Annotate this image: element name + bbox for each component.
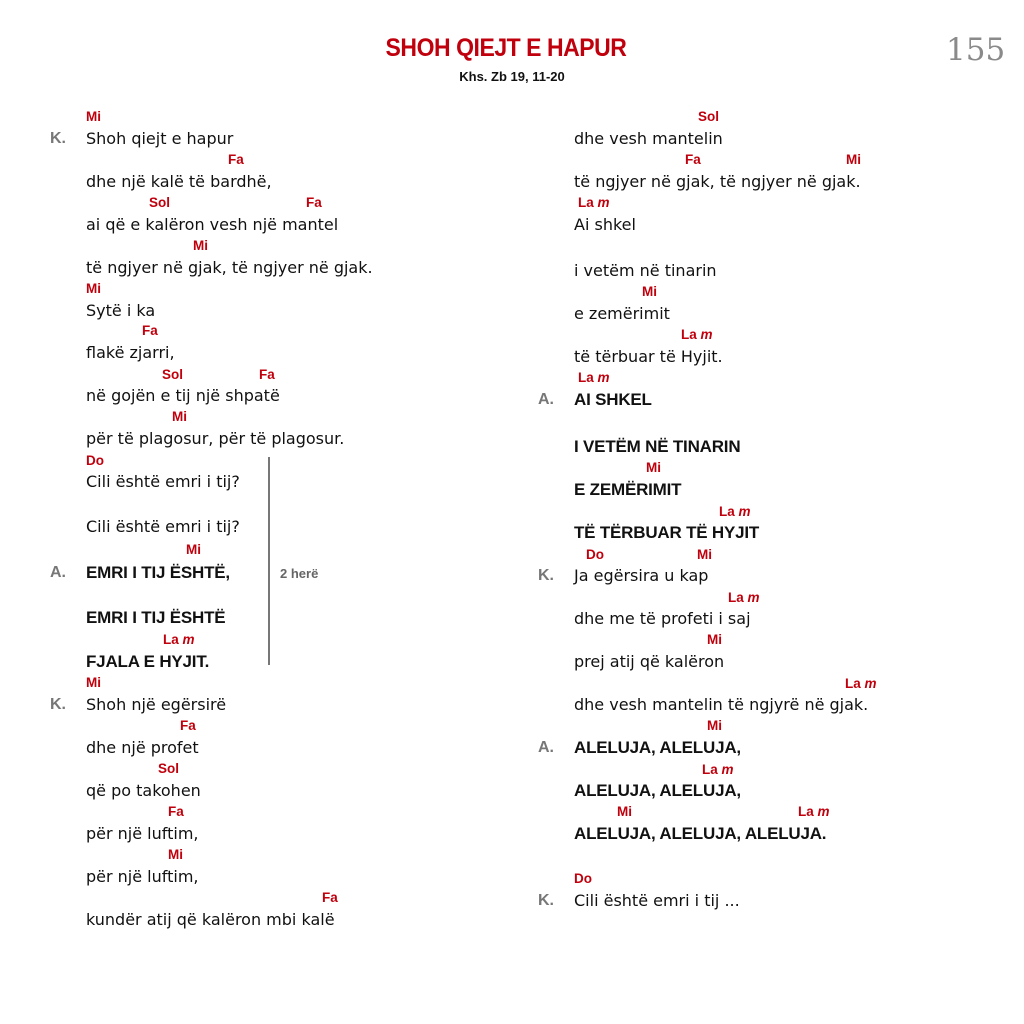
chord: Fa	[322, 890, 338, 905]
chord-minor: La m	[681, 327, 713, 342]
lyric-line: dhe një profet	[86, 738, 199, 757]
lyric-line: dhe vesh mantelin të ngjyrë në gjak.	[574, 695, 869, 714]
chord: Mi	[193, 238, 208, 253]
chord: Fa	[142, 323, 158, 338]
lyric-line: të ngjyer në gjak, të ngjyer në gjak.	[86, 258, 373, 277]
lyric-line: Shoh qiejt e hapur	[86, 129, 234, 148]
scripture-reference: Khs. Zb 19, 11-20	[459, 69, 565, 84]
lyric-line-bold: ALELUJA, ALELUJA,	[574, 738, 741, 757]
chord: Do	[586, 547, 604, 562]
lyric-line-bold: EMRI I TIJ ËSHTË,	[86, 563, 230, 582]
role-cantor: K.	[50, 130, 66, 147]
chord: Mi	[86, 675, 101, 690]
lyric-line: ai që e kalëron vesh një mantel	[86, 215, 339, 234]
chord: Fa	[259, 367, 275, 382]
role-cantor: K.	[50, 696, 66, 713]
chord: Mi	[642, 284, 657, 299]
lyric-line: Cili është emri i tij?	[86, 517, 240, 536]
lyric-line-bold: TË TËRBUAR TË HYJIT	[574, 523, 760, 542]
lyric-line: i vetëm në tinarin	[574, 261, 717, 280]
chord-minor: La m	[845, 676, 877, 691]
chord: Mi	[617, 804, 632, 819]
page-number: 155	[946, 32, 1006, 68]
chord-minor: La m	[798, 804, 830, 819]
chord: Mi	[646, 460, 661, 475]
lyric-line: prej atij që kalëron	[574, 652, 725, 671]
chord: Mi	[697, 547, 712, 562]
lyric-line: Ai shkel	[574, 215, 636, 234]
chord: Mi	[846, 152, 861, 167]
chord: Sol	[149, 195, 171, 210]
chord: Do	[574, 871, 592, 886]
lyric-line-bold: E ZEMËRIMIT	[574, 480, 682, 499]
lyric-line-bold: I VETËM NË TINARIN	[574, 437, 741, 456]
chord: Mi	[86, 281, 101, 296]
chord: Fa	[228, 152, 244, 167]
role-assembly: A.	[50, 564, 66, 581]
chord-minor: La m	[728, 590, 760, 605]
chord-minor: La m	[702, 762, 734, 777]
lyric-line: flakë zjarri,	[86, 343, 175, 362]
lyric-line-bold: ALELUJA, ALELUJA, ALELUJA.	[574, 824, 827, 843]
chord: Mi	[86, 109, 101, 124]
lyric-line: në gojën e tij një shpatë	[86, 386, 280, 405]
chord: Mi	[172, 409, 187, 424]
lyric-line-bold: AI SHKEL	[574, 390, 652, 409]
lyric-line: për një luftim,	[86, 824, 199, 843]
lyric-line: Ja egërsira u kap	[574, 566, 709, 585]
chord-minor: La m	[578, 195, 610, 210]
chord: Mi	[707, 718, 722, 733]
chord: Mi	[707, 632, 722, 647]
chord: Fa	[180, 718, 196, 733]
song-title: SHOH QIEJT E HAPUR	[385, 34, 627, 62]
lyric-line: Shoh një egërsirë	[86, 695, 227, 714]
lyric-line: Cili është emri i tij?	[86, 472, 240, 491]
chord: Fa	[685, 152, 701, 167]
role-assembly: A.	[538, 739, 554, 756]
role-cantor: K.	[538, 892, 554, 909]
repeat-bracket	[268, 457, 270, 665]
lyric-line: për të plagosur, për të plagosur.	[86, 429, 345, 448]
chord-minor: La m	[163, 632, 195, 647]
chord: Sol	[158, 761, 180, 776]
lyric-line-bold: EMRI I TIJ ËSHTË	[86, 608, 226, 627]
chord-minor: La m	[719, 504, 751, 519]
lyric-line: kundër atij që kalëron mbi kalë	[86, 910, 335, 929]
role-assembly: A.	[538, 391, 554, 408]
lyric-line: Sytë i ka	[86, 301, 156, 320]
lyric-line-bold: ALELUJA, ALELUJA,	[574, 781, 741, 800]
lyric-line: për një luftim,	[86, 867, 199, 886]
chord: Mi	[186, 542, 201, 557]
lyric-line: Cili është emri i tij ...	[574, 891, 740, 910]
chord: Sol	[162, 367, 184, 382]
chord: Fa	[168, 804, 184, 819]
lyric-line: dhe një kalë të bardhë,	[86, 172, 272, 191]
chord: Do	[86, 453, 104, 468]
chord: Mi	[168, 847, 183, 862]
lyric-line-bold: FJALA E HYJIT.	[86, 652, 210, 671]
chord-minor: La m	[578, 370, 610, 385]
lyric-line: që po takohen	[86, 781, 201, 800]
lyric-line: e zemërimit	[574, 304, 670, 323]
role-cantor: K.	[538, 567, 554, 584]
lyric-line: dhe me të profeti i saj	[574, 609, 751, 628]
lyric-line: të tërbuar të Hyjit.	[574, 347, 723, 366]
lyric-line: të ngjyer në gjak, të ngjyer në gjak.	[574, 172, 861, 191]
repeat-note: 2 herë	[280, 566, 319, 581]
lyric-line: dhe vesh mantelin	[574, 129, 723, 148]
chord: Fa	[306, 195, 322, 210]
chord: Sol	[698, 109, 720, 124]
